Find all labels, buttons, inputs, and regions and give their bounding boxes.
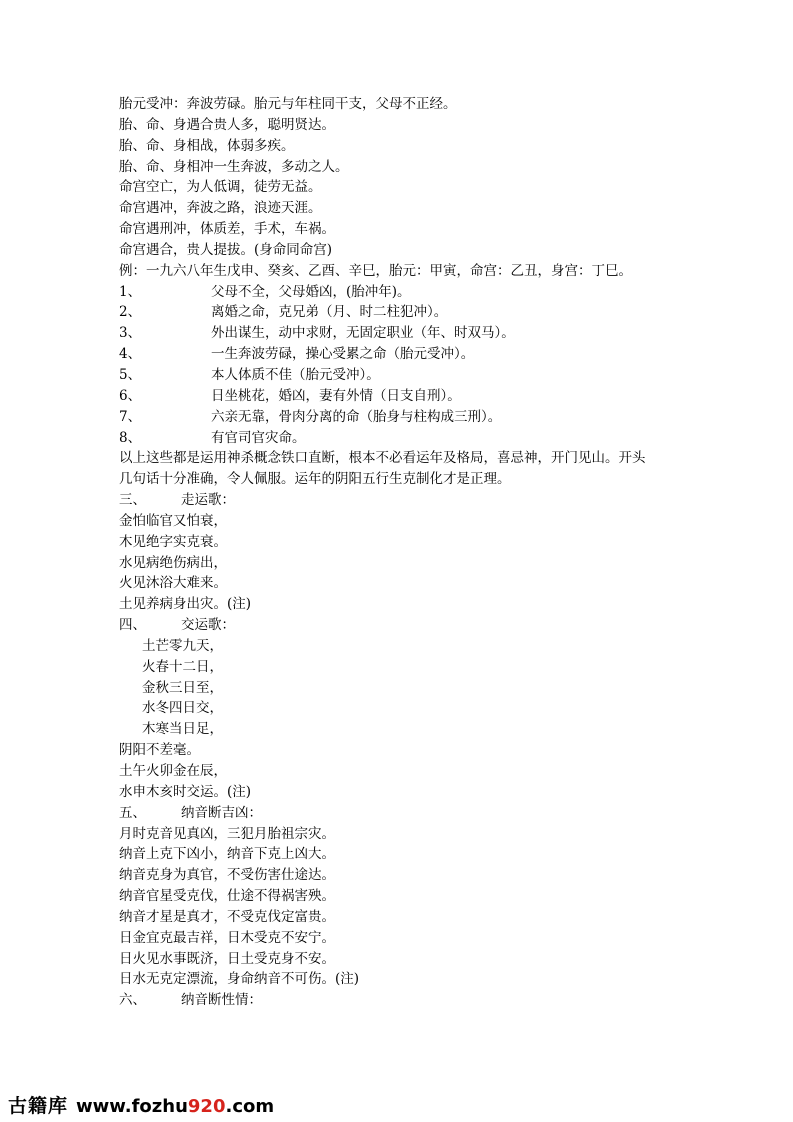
list-number: 5、 — [119, 366, 142, 383]
url-number: 920 — [187, 1096, 226, 1117]
section-number: 三、 — [119, 492, 146, 509]
list-item — [119, 323, 679, 344]
verse-line: 日火见水事既济，日土受克身不安。 — [119, 950, 335, 967]
site-brand: 古籍库 — [8, 1095, 69, 1117]
text-line: 胎、命、身遇合贵人多，聪明贤达。 — [119, 116, 335, 133]
verse-group-5 — [119, 824, 679, 991]
verse-line: 土见养病身出灾。(注) — [119, 596, 252, 613]
section-heading-4 — [119, 615, 679, 636]
list-item — [119, 428, 679, 449]
section-number: 六、 — [119, 992, 146, 1009]
list-number: 8、 — [119, 429, 142, 446]
text-line: 以上这些都是运用神杀概念铁口直断，根本不必看运年及格局，喜忌神，开门见山。开头 — [119, 450, 646, 467]
text-line: 胎元受冲：奔波劳碌。胎元与年柱同干支，父母不正经。 — [119, 96, 457, 112]
verse-line: 日金宜克最吉祥，日木受克不安宁。 — [119, 929, 335, 946]
verse-line: 火春十二日， — [142, 658, 223, 675]
document-body — [119, 94, 679, 1011]
verse-line: 月时克音见真凶，三犯月胎祖宗灾。 — [119, 825, 335, 842]
paragraph-group-2 — [119, 448, 679, 490]
verse-line: 纳音才星是真才，不受克伐定富贵。 — [119, 908, 335, 925]
verse-line: 纳音上克下凶小，纳音下克上凶大。 — [119, 846, 335, 863]
text-line: 几句话十分准确，令人佩服。运年的阴阳五行生克制化才是正理。 — [119, 471, 511, 488]
section-heading-3 — [119, 490, 679, 511]
example-line: 例：一九六八年生戊申、癸亥、乙酉、辛巳，胎元：甲寅，命宫：乙丑，身宫：丁巳。 — [119, 262, 632, 279]
text-line: 胎、命、身相战，体弱多疾。 — [119, 137, 295, 154]
list-text: 一生奔波劳碌，操心受累之命（胎元受冲）。 — [211, 346, 475, 363]
section-number: 五、 — [119, 804, 146, 821]
verse-line: 纳音官星受克伐，仕途不得祸害殃。 — [119, 888, 335, 905]
section-number: 四、 — [119, 617, 146, 634]
text-line: 命宫空亡，为人低调，徒劳无益。 — [119, 179, 322, 196]
url-suffix: .com — [225, 1096, 275, 1117]
text-line: 命宫遇刑冲，体质差，手术，车祸。 — [119, 221, 335, 238]
verse-line: 阴阳不差毫。 — [119, 742, 200, 759]
url-prefix: www.fozhu — [76, 1096, 188, 1117]
section-title: 走运歌： — [181, 492, 235, 509]
list-number: 4、 — [119, 346, 142, 363]
list-item — [119, 302, 679, 323]
list-item — [119, 282, 679, 303]
verse-line: 金秋三日至， — [142, 679, 223, 696]
list-number: 3、 — [119, 325, 142, 342]
list-text: 有官司官灾命。 — [211, 429, 306, 446]
text-line: 命宫遇冲，奔波之路，浪迹天涯。 — [119, 200, 322, 217]
numbered-list — [119, 282, 679, 449]
section-title: 纳音断性情： — [181, 992, 262, 1009]
verse-line: 水冬四日交， — [142, 700, 223, 717]
text-line: 胎、命、身相冲一生奔波，多动之人。 — [119, 158, 349, 175]
section-title: 交运歌： — [181, 617, 235, 634]
list-number: 1、 — [119, 283, 142, 300]
section-heading-6 — [119, 990, 679, 1011]
list-text: 离婚之命，克兄弟（月、时二柱犯冲）。 — [211, 304, 448, 321]
list-item — [119, 386, 679, 407]
verse-line: 木见绝字实克衰。 — [119, 533, 227, 550]
list-item — [119, 407, 679, 428]
verse-line: 土芒零九天， — [142, 637, 223, 654]
section-title: 纳音断吉凶： — [181, 804, 262, 821]
list-item — [119, 365, 679, 386]
verse-group-3 — [119, 511, 679, 615]
verse-line: 木寒当日足， — [142, 721, 223, 738]
paragraph-group-1 — [119, 94, 679, 282]
list-text: 六亲无靠，骨肉分离的命（胎身与柱构成三刑）。 — [211, 408, 502, 425]
verse-line: 日水无克定漂流，身命纳音不可伤。(注) — [119, 971, 360, 988]
verse-group-4 — [119, 636, 679, 803]
list-item — [119, 344, 679, 365]
verse-line: 水见病绝伤病出， — [119, 554, 227, 571]
verse-line: 火见沐浴大难来。 — [119, 575, 227, 592]
list-text: 外出谋生，动中求财，无固定职业（年、时双马）。 — [211, 325, 515, 342]
list-number: 7、 — [119, 408, 142, 425]
text-line: 命宫遇合，贵人提拔。(身命同命宫) — [119, 241, 333, 258]
section-heading-5 — [119, 803, 679, 824]
verse-line: 土午火卯金在辰， — [119, 763, 227, 779]
list-number: 6、 — [119, 387, 142, 404]
list-text: 日坐桃花，婚凶，妻有外情（日支自刑）。 — [211, 387, 461, 404]
list-number: 2、 — [119, 304, 142, 321]
list-text: 本人体质不佳（胎元受冲）。 — [211, 366, 380, 383]
verse-line: 纳音克身为真官，不受伤害仕途达。 — [119, 867, 335, 884]
verse-line: 水申木亥时交运。(注) — [119, 783, 252, 800]
verse-line: 金怕临官又怕衰， — [119, 512, 227, 529]
list-text: 父母不全，父母婚凶，(胎冲年)。 — [211, 283, 411, 300]
watermark-footer — [8, 1091, 274, 1118]
